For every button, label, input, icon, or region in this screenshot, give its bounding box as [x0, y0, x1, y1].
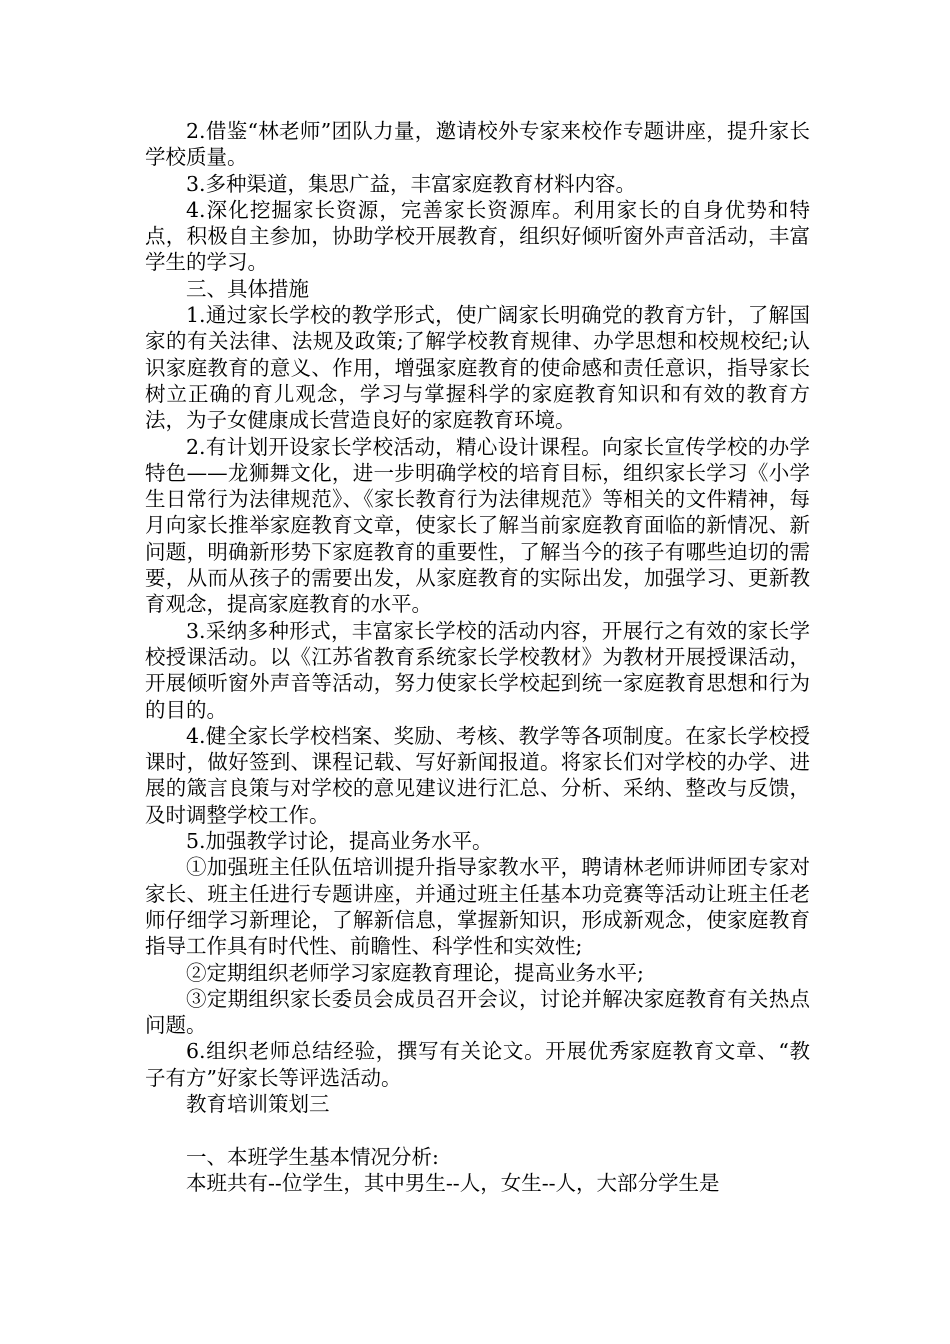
- measure-3-various-forms: 3.采纳多种形式，丰富家长学校的活动内容，开展行之有效的家长学校授课活动。以《江苏省教育系统家长学校教材》为教材开展授课活动，开展倾听窗外声音等活动，努力使家长学校起到统一家庭教育思想和行为的目的。: [145, 618, 810, 722]
- measure-4-archives-system: 4.健全家长学校档案、奖励、考核、教学等各项制度。在家长学校授课时，做好签到、课程记载、写好新闻报道。将家长们对学校的办学、进展的箴言良策与对学校的意见建议进行汇总、分析、采纳、整改与反馈，及时调整学校工作。: [145, 723, 810, 827]
- measure-6-summarize-experience: 6.组织老师总结经验，撰写有关论文。开展优秀家庭教育文章、“教子有方”好家长等评选活动。: [145, 1039, 810, 1090]
- measure-2-planned-activities: 2.有计划开设家长学校活动，精心设计课程。向家长宣传学校的办学特色——龙狮舞文化，进一步明确学校的培育目标，组织家长学习《小学生日常行为法律规范》、《家长教育行为法律规范》等相关的文件精神，每月向家长推举家庭教育文章，使家长了解当前家庭教育面临的新情况、新问题，明确新形势下家庭教育的重要性，了解当今的孩子有哪些迫切的需要，从而从孩子的需要出发，从家庭教育的实际出发，加强学习、更新教育观念，提高家庭教育的水平。: [145, 434, 810, 617]
- section-heading-measures: 三、具体措施: [186, 276, 309, 301]
- sub-item-2-theory-study: ②定期组织老师学习家庭教育理论，提高业务水平;: [186, 960, 644, 985]
- document-body: [145, 118, 810, 1196]
- sub-item-3-committee-meetings: ③定期组织家长委员会成员召开会议，讨论并解决家庭教育有关热点问题。: [145, 986, 810, 1038]
- paragraph-class-composition: 本班共有--位学生，其中男生--人，女生--人，大部分学生是: [186, 1170, 720, 1195]
- paragraph-3-multiple-channels: 3.多种渠道，集思广益，丰富家庭教育材料内容。: [186, 171, 637, 196]
- sub-item-1-teacher-training: ①加强班主任队伍培训提升指导家教水平，聘请林老师讲师团专家对家长、班主任进行专题讲座，并通过班主任基本功竞赛等活动让班主任老师仔细学习新理论，了解新信息，掌握新知识，形成新观念，使家庭教育指导工作具有时代性、前瞻性、科学性和实效性;: [145, 855, 810, 959]
- blank-line: [145, 1117, 810, 1143]
- section-heading-class-analysis: 一、本班学生基本情况分析:: [186, 1144, 439, 1169]
- paragraph-4-parent-resources: 4.深化挖掘家长资源，完善家长资源库。利用家长的自身优势和特点，积极自主参加，协助学校开展教育，组织好倾听窗外声音活动，丰富学生的学习。: [145, 197, 810, 275]
- section-title-plan-three: 教育培训策划三: [186, 1091, 330, 1116]
- measure-1-teaching-form: 1.通过家长学校的教学形式，使广阔家长明确党的教育方针，了解国家的有关法律、法规及政策;了解学校教育规律、办学思想和校规校纪;认识家庭教育的意义、作用，增强家庭教育的使命感和责任意识，指导家长树立正确的育儿观念，学习与掌握科学的家庭教育知识和有效的教育方法，为子女健康成长营造良好的家庭教育环境。: [145, 303, 810, 433]
- paragraph-2-expert-lectures: 2.借鉴“林老师”团队力量，邀请校外专家来校作专题讲座，提升家长学校质量。: [145, 119, 810, 170]
- measure-5-teaching-discussion: 5.加强教学讨论，提高业务水平。: [186, 829, 493, 854]
